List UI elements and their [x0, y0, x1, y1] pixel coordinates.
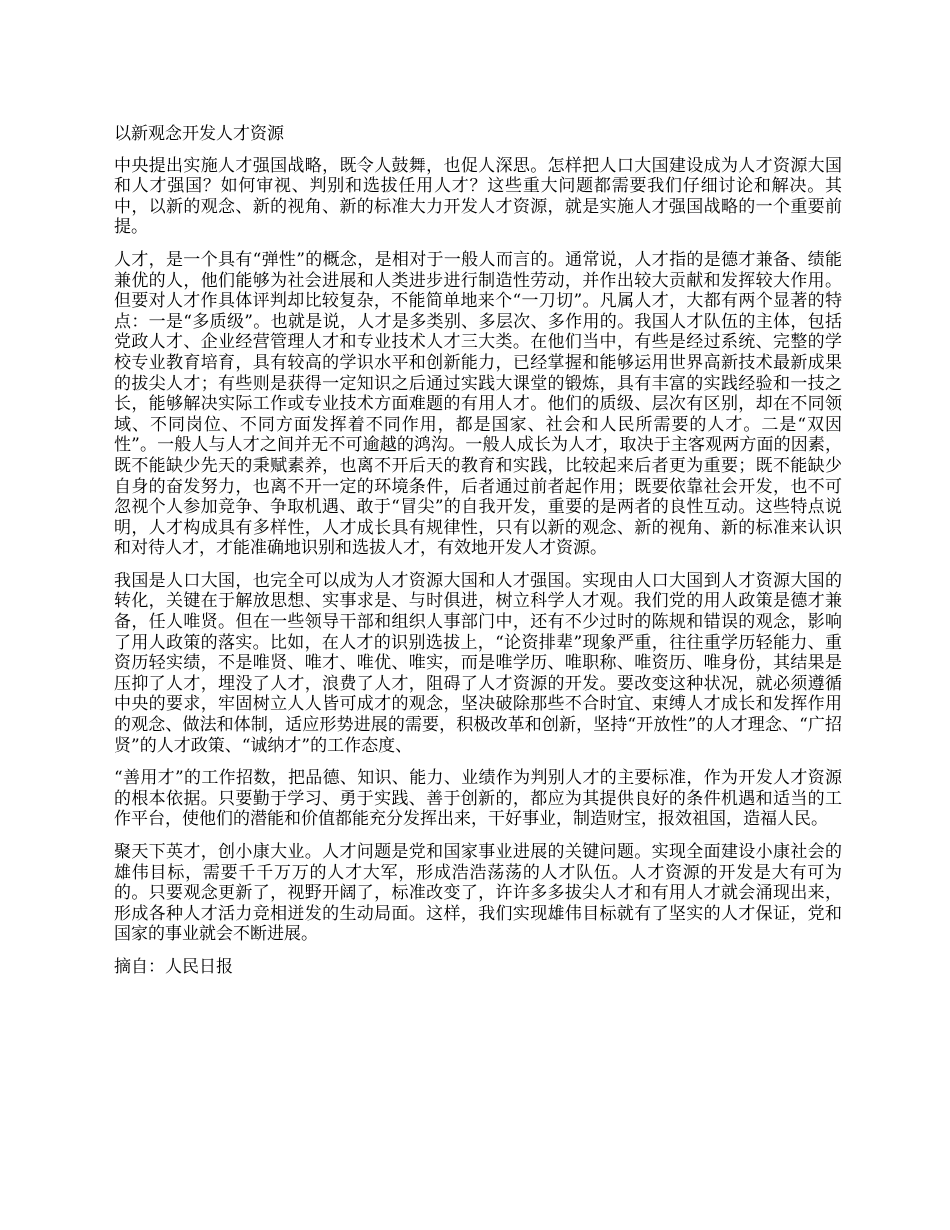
document-body: [114, 124, 842, 978]
paragraph-2: 人才，是一个具有“弹性”的概念，是相对于一般人而言的。通常说，人才指的是德才兼备、绩能兼优的人，他们能够为社会进展和人类进步进行制造性劳动，并作出较大贡献和发挥较大作用。但要对人才作具体评判却比较复杂，不能简单地来个“一刀切”。凡属人才，大都有两个显著的特点：一是“多质级”。也就是说，人才是多类别、多层次、多作用的。我国人才队伍的主体，包括党政人才、企业经营管理人才和专业技术人才三大类。在他们当中，有些是经过系统、完整的学校专业教育培育，具有较高的学识水平和创新能力，已经掌握和能够运用世界高新技术最新成果的拔尖人才；有些则是获得一定知识之后通过实践大课堂的锻炼，具有丰富的实践经验和一技之长，能够解决实际工作或专业技术方面难题的有用人才。他们的质级、层次有区别，却在不同领域、不同岗位、不同方面发挥着不同作用，都是国家、社会和人民所需要的人才。二是“双因性”。一般人与人才之间并无不可逾越的鸿沟。一般人成长为人才，取决于主客观两方面的因素，既不能缺少先天的秉赋素养，也离不开后天的教育和实践，比较起来后者更为重要；既不能缺少自身的奋发努力，也离不开一定的环境条件，后者通过前者起作用；既要依靠社会开发，也不可忽视个人参加竞争、争取机遇、敢于“冒尖”的自我开发，重要的是两者的良性互动。这些特点说明，人才构成具有多样性，人才成长具有规律性，只有以新的观念、新的视角、新的标准来认识和对待人才，才能准确地识别和选拔人才，有效地开发人才资源。: [114, 249, 842, 559]
paragraph-3: 我国是人口大国，也完全可以成为人才资源大国和人才强国。实现由人口大国到人才资源大国的转化，关键在于解放思想、实事求是、与时俱进，树立科学人才观。我们党的用人政策是德才兼备，任人唯贤。但在一些领导干部和组织人事部门中，还有不少过时的陈规和错误的观念，影响了用人政策的落实。比如，在人才的识别选拔上，“论资排辈”现象严重，往往重学历轻能力、重资历轻实绩，不是唯贤、唯才、唯优、唯实，而是唯学历、唯职称、唯资历、唯身份，其结果是压抑了人才，埋没了人才，浪费了人才，阻碍了人才资源的开发。要改变这种状况，就必须遵循中央的要求，牢固树立人人皆可成才的观念，坚决破除那些不合时宜、束缚人才成长和发挥作用的观念、做法和体制，适应形势进展的需要，积极改革和创新，坚持“开放性”的人才理念、“广招贤”的人才政策、“诚纳才”的工作态度、: [114, 570, 842, 756]
paragraph-4: “善用才”的工作招数，把品德、知识、能力、业绩作为判别人才的主要标准，作为开发人才资源的根本依据。只要勤于学习、勇于实践、善于创新的，都应为其提供良好的条件机遇和适当的工作平台，使他们的潜能和价值都能充分发挥出来，干好事业，制造财宝，报效祖国，造福人民。: [114, 768, 842, 830]
source-line: 摘自：人民日报: [114, 956, 233, 977]
paragraph-5: 聚天下英才，创小康大业。人才问题是党和国家事业进展的关键问题。实现全面建设小康社会的雄伟目标，需要千千万万的人才大军，形成浩浩荡荡的人才队伍。人才资源的开发是大有可为的。只要观念更新了，视野开阔了，标准改变了，许许多多拔尖人才和有用人才就会涌现出来，形成各种人才活力竞相迸发的生动局面。这样，我们实现雄伟目标就有了坚实的人才保证，党和国家的事业就会不断进展。: [114, 842, 842, 945]
paragraph-1: 中央提出实施人才强国战略，既令人鼓舞，也促人深思。怎样把人口大国建设成为人才资源大国和人才强国？如何审视、判别和选拔任用人才？这些重大问题都需要我们仔细讨论和解决。其中，以新的观念、新的视角、新的标准大力开发人才资源，就是实施人才强国战略的一个重要前提。: [114, 155, 842, 238]
article-title: 以新观念开发人才资源: [114, 124, 284, 144]
